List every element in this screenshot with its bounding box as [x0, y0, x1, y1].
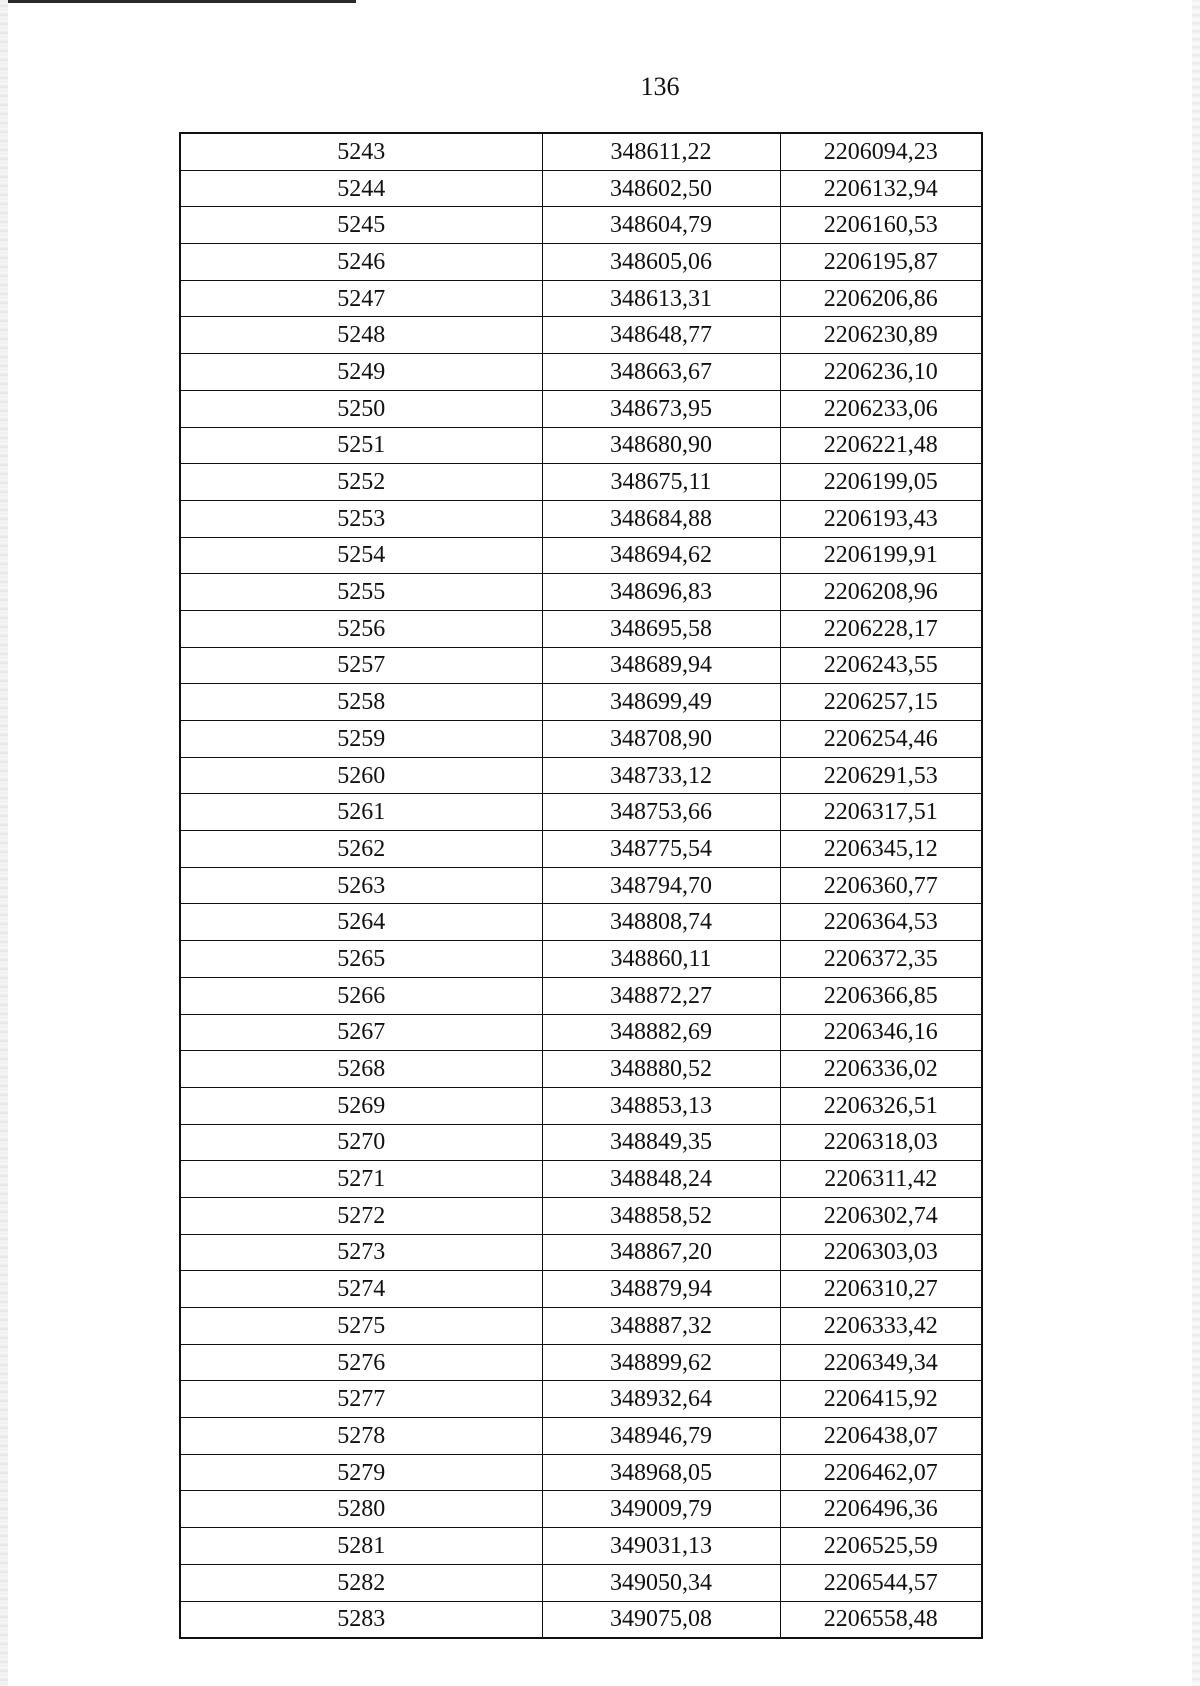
point-number-cell: 5261 — [180, 794, 542, 831]
y-coordinate-cell: 2206193,43 — [780, 500, 982, 537]
y-coordinate-cell: 2206318,03 — [780, 1124, 982, 1161]
y-coordinate-cell: 2206208,96 — [780, 574, 982, 611]
scan-edge-bar — [0, 0, 356, 3]
x-coordinate-cell: 348849,35 — [542, 1124, 780, 1161]
point-number-cell: 5245 — [180, 207, 542, 244]
x-coordinate-cell: 348882,69 — [542, 1014, 780, 1051]
table-row — [180, 1197, 982, 1234]
point-number-cell: 5257 — [180, 647, 542, 684]
table-row — [180, 133, 982, 170]
x-coordinate-cell: 349075,08 — [542, 1601, 780, 1638]
table-row — [180, 170, 982, 207]
point-number-cell: 5276 — [180, 1344, 542, 1381]
x-coordinate-cell: 348853,13 — [542, 1087, 780, 1124]
point-number-cell: 5244 — [180, 170, 542, 207]
y-coordinate-cell: 2206291,53 — [780, 757, 982, 794]
y-coordinate-cell: 2206326,51 — [780, 1087, 982, 1124]
table-row — [180, 684, 982, 721]
y-coordinate-cell: 2206236,10 — [780, 354, 982, 391]
table-row — [180, 1564, 982, 1601]
table-row — [180, 500, 982, 537]
y-coordinate-cell: 2206243,55 — [780, 647, 982, 684]
point-number-cell: 5274 — [180, 1271, 542, 1308]
x-coordinate-cell: 348673,95 — [542, 390, 780, 427]
point-number-cell: 5247 — [180, 280, 542, 317]
y-coordinate-cell: 2206302,74 — [780, 1197, 982, 1234]
y-coordinate-cell: 2206257,15 — [780, 684, 982, 721]
table-row — [180, 1601, 982, 1638]
table-row — [180, 207, 982, 244]
y-coordinate-cell: 2206199,91 — [780, 537, 982, 574]
x-coordinate-cell: 348680,90 — [542, 427, 780, 464]
table-row — [180, 1161, 982, 1198]
y-coordinate-cell: 2206415,92 — [780, 1381, 982, 1418]
x-coordinate-cell: 348699,49 — [542, 684, 780, 721]
x-coordinate-cell: 348848,24 — [542, 1161, 780, 1198]
y-coordinate-cell: 2206333,42 — [780, 1308, 982, 1345]
table-row — [180, 977, 982, 1014]
point-number-cell: 5277 — [180, 1381, 542, 1418]
point-number-cell: 5254 — [180, 537, 542, 574]
point-number-cell: 5248 — [180, 317, 542, 354]
x-coordinate-cell: 348794,70 — [542, 867, 780, 904]
x-coordinate-cell: 348689,94 — [542, 647, 780, 684]
table-row — [180, 1418, 982, 1455]
y-coordinate-cell: 2206364,53 — [780, 904, 982, 941]
point-number-cell: 5250 — [180, 390, 542, 427]
point-number-cell: 5282 — [180, 1564, 542, 1601]
y-coordinate-cell: 2206221,48 — [780, 427, 982, 464]
table-row — [180, 574, 982, 611]
x-coordinate-cell: 348604,79 — [542, 207, 780, 244]
table-row — [180, 1454, 982, 1491]
y-coordinate-cell: 2206345,12 — [780, 831, 982, 868]
table-row — [180, 1124, 982, 1161]
y-coordinate-cell: 2206228,17 — [780, 610, 982, 647]
point-number-cell: 5246 — [180, 244, 542, 281]
point-number-cell: 5260 — [180, 757, 542, 794]
y-coordinate-cell: 2206360,77 — [780, 867, 982, 904]
table-row — [180, 390, 982, 427]
table-row — [180, 794, 982, 831]
y-coordinate-cell: 2206525,59 — [780, 1528, 982, 1565]
x-coordinate-cell: 349050,34 — [542, 1564, 780, 1601]
y-coordinate-cell: 2206349,34 — [780, 1344, 982, 1381]
y-coordinate-cell: 2206160,53 — [780, 207, 982, 244]
point-number-cell: 5280 — [180, 1491, 542, 1528]
point-number-cell: 5263 — [180, 867, 542, 904]
point-number-cell: 5249 — [180, 354, 542, 391]
table-row — [180, 280, 982, 317]
x-coordinate-cell: 348675,11 — [542, 464, 780, 501]
table-row — [180, 1271, 982, 1308]
y-coordinate-cell: 2206336,02 — [780, 1051, 982, 1088]
y-coordinate-cell: 2206366,85 — [780, 977, 982, 1014]
point-number-cell: 5270 — [180, 1124, 542, 1161]
y-coordinate-cell: 2206544,57 — [780, 1564, 982, 1601]
x-coordinate-cell: 348872,27 — [542, 977, 780, 1014]
table-row — [180, 831, 982, 868]
y-coordinate-cell: 2206303,03 — [780, 1234, 982, 1271]
point-number-cell: 5268 — [180, 1051, 542, 1088]
y-coordinate-cell: 2206310,27 — [780, 1271, 982, 1308]
y-coordinate-cell: 2206233,06 — [780, 390, 982, 427]
x-coordinate-cell: 348708,90 — [542, 721, 780, 758]
y-coordinate-cell: 2206254,46 — [780, 721, 982, 758]
y-coordinate-cell: 2206199,05 — [780, 464, 982, 501]
coordinates-table — [179, 132, 983, 1639]
x-coordinate-cell: 348860,11 — [542, 941, 780, 978]
table-row — [180, 647, 982, 684]
table-row — [180, 1528, 982, 1565]
table-row — [180, 1308, 982, 1345]
table-row — [180, 1491, 982, 1528]
table-row — [180, 1234, 982, 1271]
point-number-cell: 5255 — [180, 574, 542, 611]
page-number: 136 — [640, 72, 680, 101]
y-coordinate-cell: 2206496,36 — [780, 1491, 982, 1528]
coordinates-table-body — [180, 133, 982, 1638]
table-row — [180, 757, 982, 794]
y-coordinate-cell: 2206206,86 — [780, 280, 982, 317]
x-coordinate-cell: 348611,22 — [542, 133, 780, 170]
point-number-cell: 5258 — [180, 684, 542, 721]
point-number-cell: 5267 — [180, 1014, 542, 1051]
table-row — [180, 464, 982, 501]
y-coordinate-cell: 2206230,89 — [780, 317, 982, 354]
table-row — [180, 537, 982, 574]
scan-edge-right — [1192, 0, 1200, 1686]
x-coordinate-cell: 348858,52 — [542, 1197, 780, 1234]
y-coordinate-cell: 2206311,42 — [780, 1161, 982, 1198]
x-coordinate-cell: 348663,67 — [542, 354, 780, 391]
x-coordinate-cell: 348968,05 — [542, 1454, 780, 1491]
x-coordinate-cell: 348696,83 — [542, 574, 780, 611]
point-number-cell: 5256 — [180, 610, 542, 647]
x-coordinate-cell: 348879,94 — [542, 1271, 780, 1308]
point-number-cell: 5271 — [180, 1161, 542, 1198]
point-number-cell: 5262 — [180, 831, 542, 868]
point-number-cell: 5265 — [180, 941, 542, 978]
table-row — [180, 721, 982, 758]
point-number-cell: 5252 — [180, 464, 542, 501]
point-number-cell: 5273 — [180, 1234, 542, 1271]
point-number-cell: 5264 — [180, 904, 542, 941]
table-row — [180, 610, 982, 647]
table-row — [180, 1381, 982, 1418]
x-coordinate-cell: 349009,79 — [542, 1491, 780, 1528]
table-row — [180, 317, 982, 354]
table-row — [180, 244, 982, 281]
x-coordinate-cell: 348684,88 — [542, 500, 780, 537]
y-coordinate-cell: 2206372,35 — [780, 941, 982, 978]
point-number-cell: 5269 — [180, 1087, 542, 1124]
y-coordinate-cell: 2206317,51 — [780, 794, 982, 831]
table-row — [180, 354, 982, 391]
table-row — [180, 427, 982, 464]
point-number-cell: 5266 — [180, 977, 542, 1014]
x-coordinate-cell: 348733,12 — [542, 757, 780, 794]
x-coordinate-cell: 348775,54 — [542, 831, 780, 868]
x-coordinate-cell: 348602,50 — [542, 170, 780, 207]
x-coordinate-cell: 348694,62 — [542, 537, 780, 574]
point-number-cell: 5259 — [180, 721, 542, 758]
point-number-cell: 5272 — [180, 1197, 542, 1234]
point-number-cell: 5281 — [180, 1528, 542, 1565]
table-row — [180, 904, 982, 941]
x-coordinate-cell: 348946,79 — [542, 1418, 780, 1455]
y-coordinate-cell: 2206558,48 — [780, 1601, 982, 1638]
y-coordinate-cell: 2206094,23 — [780, 133, 982, 170]
point-number-cell: 5253 — [180, 500, 542, 537]
x-coordinate-cell: 348899,62 — [542, 1344, 780, 1381]
x-coordinate-cell: 348867,20 — [542, 1234, 780, 1271]
x-coordinate-cell: 348880,52 — [542, 1051, 780, 1088]
point-number-cell: 5243 — [180, 133, 542, 170]
x-coordinate-cell: 348648,77 — [542, 317, 780, 354]
point-number-cell: 5283 — [180, 1601, 542, 1638]
x-coordinate-cell: 348932,64 — [542, 1381, 780, 1418]
table-row — [180, 1087, 982, 1124]
y-coordinate-cell: 2206132,94 — [780, 170, 982, 207]
x-coordinate-cell: 348887,32 — [542, 1308, 780, 1345]
y-coordinate-cell: 2206462,07 — [780, 1454, 982, 1491]
x-coordinate-cell: 348695,58 — [542, 610, 780, 647]
point-number-cell: 5278 — [180, 1418, 542, 1455]
scan-edge-left — [0, 0, 8, 1686]
table-row — [180, 941, 982, 978]
x-coordinate-cell: 348808,74 — [542, 904, 780, 941]
table-row — [180, 1014, 982, 1051]
point-number-cell: 5251 — [180, 427, 542, 464]
point-number-cell: 5279 — [180, 1454, 542, 1491]
table-row — [180, 1344, 982, 1381]
table-row — [180, 1051, 982, 1088]
x-coordinate-cell: 348753,66 — [542, 794, 780, 831]
table-row — [180, 867, 982, 904]
y-coordinate-cell: 2206195,87 — [780, 244, 982, 281]
y-coordinate-cell: 2206438,07 — [780, 1418, 982, 1455]
x-coordinate-cell: 348613,31 — [542, 280, 780, 317]
x-coordinate-cell: 348605,06 — [542, 244, 780, 281]
x-coordinate-cell: 349031,13 — [542, 1528, 780, 1565]
y-coordinate-cell: 2206346,16 — [780, 1014, 982, 1051]
point-number-cell: 5275 — [180, 1308, 542, 1345]
